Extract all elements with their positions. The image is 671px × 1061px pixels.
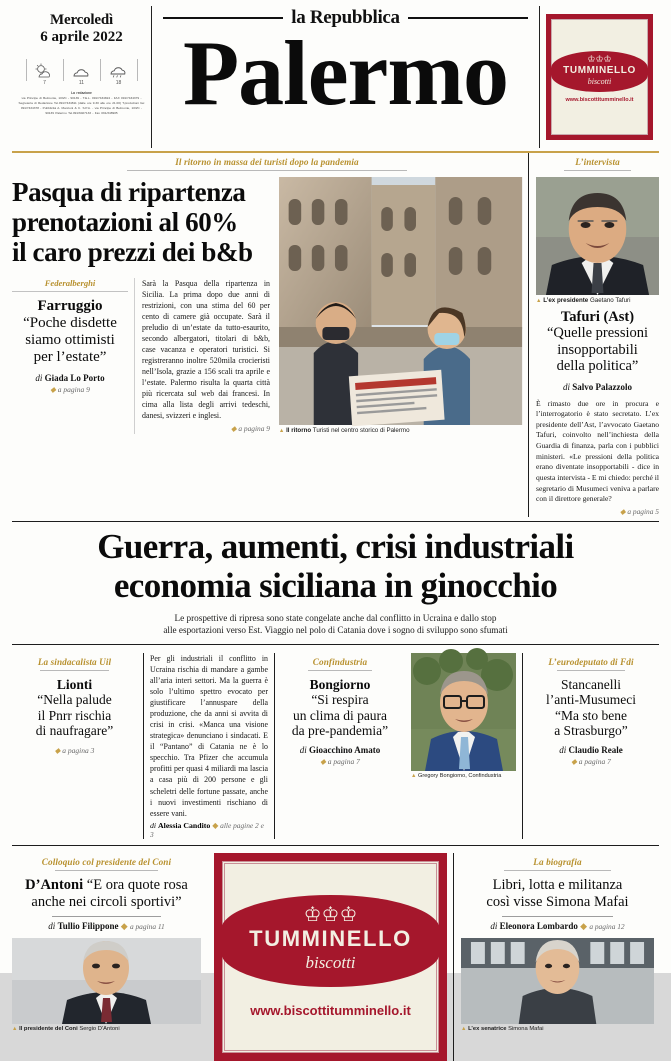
stancanelli-line-1: Stancanelli (561, 676, 621, 692)
kicker-rule (308, 670, 373, 671)
top-story[interactable] (12, 153, 528, 517)
crown-icon: ♔♔♔ (303, 904, 358, 927)
section-divider-3 (12, 845, 659, 846)
interview-headline-line-1: Tafuri (Ast) (560, 309, 635, 325)
weather-cell-1 (32, 63, 58, 86)
byline-author[interactable]: Claudio Reale (568, 745, 623, 756)
weather-cell-2 (69, 63, 95, 86)
caption-marker-icon: ▲ (411, 772, 417, 779)
bongiorno-photo (411, 653, 516, 771)
lionti-box[interactable] (12, 653, 143, 839)
rule-left (163, 17, 283, 19)
interview-section[interactable] (528, 153, 659, 517)
page-ref-bullet: ◆ (54, 746, 61, 756)
federalberghi-box[interactable] (12, 278, 134, 434)
stancanelli-headline[interactable] (529, 677, 653, 739)
lionti-line-3: di naufragare” (35, 722, 114, 738)
lionti-line-2: il Pnrr rischia (37, 707, 112, 723)
bongiorno-kicker: Confindustria (312, 656, 368, 667)
masthead-weekday: Mercoledì (50, 12, 113, 28)
mafai-kicker: La biografia (533, 856, 582, 867)
page-ref-text: a pagina 7 (578, 757, 611, 767)
byline-author[interactable]: Salvo Palazzolo (572, 381, 632, 392)
quote-line-3: per l’estate” (33, 348, 107, 365)
colophon-text: via Principe di Belmonte, 103/C - 90139 - T.E.L. 091/7434824 - FAX 091/7434379 - Segreteria di Redazione Tel.091/7434811 (dalle ore 9.30 alle ore 21.00) T.produzioni fax 091/7434378 - Pubblicità A. Manzoni & C. S.P.A. - via Principe di Belmonte, 103/C - 90139 Palermo Tel.091/6027133 - Fax 091/348905 (18, 95, 145, 115)
top-story-kicker: Il ritorno in massa dei turisti dopo la pandemia (175, 157, 359, 167)
page-ref-bullet: ◆ (619, 506, 626, 516)
byline-author[interactable]: Gioacchino Amato (309, 745, 381, 756)
dantoni-name: D’Antoni (25, 876, 84, 893)
weather-divider (26, 59, 27, 81)
tumminello-brand: TUMMINELLO (563, 65, 636, 76)
bongiorno-photo-column (405, 653, 522, 839)
caption-marker-icon: ▲ (461, 1026, 467, 1033)
mafai-line-2: così visse Simona Mafai (486, 893, 629, 910)
big-subhead-line-1: Le prospettive di ripresa sono state congelate anche dal conflitto in Ucraina e dallo stop (174, 613, 497, 624)
byline-prefix: di (559, 745, 567, 756)
bottom-section (0, 853, 671, 1061)
page-ref-bullet: ◆ (571, 757, 577, 767)
top-story-body-page-ref[interactable] (142, 424, 270, 434)
caption-text: Turisti nel centro storico di Palermo (312, 427, 410, 434)
page-ref-text: a pagina 9 (238, 423, 270, 433)
caption-label: Gregory Bongiorno, (418, 772, 467, 779)
kicker-rule (127, 170, 408, 171)
weather-temp-1: 7 (43, 79, 46, 86)
big-story-headline[interactable] (12, 528, 659, 605)
byline-prefix: di (150, 820, 157, 830)
weather-divider (137, 59, 138, 81)
page-ref-text: a pagina 7 (327, 757, 360, 767)
sun-cloud-icon (33, 63, 57, 81)
mafai-story[interactable] (453, 853, 654, 1061)
interview-headline[interactable] (536, 309, 659, 375)
caption-marker-icon: ▲ (12, 1026, 18, 1033)
top-section (12, 153, 659, 517)
page-ref-bullet: ◆ (320, 757, 326, 767)
industry-page-ref[interactable]: alle pagine 2 e 3 (150, 820, 264, 839)
tumminello-ad-small[interactable] (546, 14, 653, 140)
masthead-title-block (152, 6, 539, 148)
lionti-kicker: La sindacalista Uil (37, 656, 112, 667)
interview-page-ref[interactable] (536, 507, 659, 517)
interview-photo (536, 177, 659, 295)
dantoni-headline[interactable] (12, 877, 201, 911)
mafai-portrait-art (461, 938, 654, 1024)
tumminello-badge (551, 51, 648, 92)
section-divider-2 (12, 644, 659, 645)
dantoni-photo-caption (12, 1024, 201, 1032)
byline-author[interactable]: Giada Lo Porto (44, 373, 105, 384)
mafai-page-ref[interactable]: a pagina 12 (589, 922, 625, 932)
dantoni-page-ref[interactable]: a pagina 11 (129, 922, 165, 932)
section-divider-1 (12, 521, 659, 522)
bongiorno-portrait-art (411, 653, 516, 771)
interview-photo-caption (536, 295, 659, 304)
mafai-line-1: Libri, lotta e militanza (492, 876, 623, 893)
byline-prefix: di (35, 373, 43, 384)
top-story-body-text: Sarà la Pasqua della ripartenza in Sicilia. La prima dopo due anni di restrizioni, con una stima del 60 per cento di camere già occupate. Sarà il preludio di un’estate da tutto-esaurito, secondo albergatori, titolari di b&b, case vacanza e operatori turistici. Si registreranno inoltre 520mila crocieristi nell’Isola, grazie a 156 scali tra aprile e l’estate. Palermo risulta la quarta città più ricercata sul web dai francesi. In cima alla lista degli arrivi tedeschi, danesi, svizzeri e inglesi. (142, 278, 270, 421)
mafai-photo-caption (461, 1024, 654, 1032)
quote-line-1: “Poche disdette (23, 314, 117, 331)
tumminello-ad-large-frame (222, 861, 439, 1053)
industry-body (150, 653, 268, 819)
tumminello-brand: TUMMINELLO (249, 926, 412, 952)
bongiorno-photo-caption (411, 771, 516, 779)
big-headline-line-1: Guerra, aumenti, crisi industriali (97, 527, 574, 567)
rule-right (408, 17, 528, 19)
caption-label: Il ritorno (286, 427, 312, 434)
masthead-info-box (12, 6, 152, 148)
kicker-rule (40, 670, 109, 671)
dantoni-kicker: Colloquio col presidente del Coni (41, 856, 172, 867)
cloud-icon (70, 63, 94, 81)
dantoni-photo (12, 938, 201, 1024)
tumminello-tagline: biscotti (305, 953, 356, 973)
kicker-rule (55, 870, 159, 871)
stancanelli-line-2: l’anti-Musumeci (546, 692, 636, 708)
kicker-rule (504, 870, 610, 871)
weather-divider (100, 59, 101, 81)
weather-temp-2: 11 (78, 79, 85, 86)
bongiorno-page-ref[interactable] (281, 757, 399, 766)
bottom-ad-slot[interactable] (208, 853, 453, 1061)
tumminello-tagline: biscotti (587, 77, 612, 86)
byline-prefix: di (48, 921, 56, 932)
mafai-byline (461, 921, 654, 932)
top-story-body-column (134, 278, 270, 434)
interview-headline-line-2: “Quelle pressioni (546, 325, 649, 342)
quote-name: Farruggio (37, 297, 103, 314)
tumminello-ad-large-bg (214, 853, 447, 1061)
stancanelli-line-4: a Strasburgo” (554, 722, 628, 738)
stancanelli-byline (529, 745, 653, 755)
caption-label: L’ex presidente (543, 297, 589, 304)
edition-title: Palermo (182, 22, 509, 124)
top-story-photo-column (273, 177, 522, 434)
tumminello-url[interactable]: www.biscottitumminello.it (565, 97, 634, 103)
tumminello-url[interactable]: www.biscottitumminello.it (250, 1003, 411, 1019)
bongiorno-name: Bongiorno (309, 676, 371, 692)
page-ref-bullet: ◆ (50, 385, 56, 395)
industry-body-column (143, 653, 274, 839)
mafai-headline[interactable] (461, 877, 654, 911)
dantoni-portrait-art (12, 938, 201, 1024)
federalberghi-kicker: Federalberghi (44, 277, 96, 288)
caption-label: L’ex senatrice (468, 1026, 507, 1033)
top-story-photo-caption (279, 425, 522, 434)
byline-rule (52, 916, 162, 917)
dantoni-line-2: anche nei circoli sportivi” (31, 893, 182, 910)
federalberghi-byline (12, 373, 128, 383)
strip-section (0, 653, 671, 839)
stancanelli-line-3: “Ma sto bene (555, 707, 627, 723)
page-ref-text: a pagina 3 (62, 746, 95, 756)
interview-kicker: L’intervista (575, 157, 620, 167)
headline-line-1: Pasqua di ripartenza (12, 177, 246, 207)
lionti-page-ref[interactable] (12, 746, 137, 755)
caption-text: Simona Mafai (508, 1026, 544, 1033)
weather-strip (16, 51, 147, 86)
tumminello-ad-frame (551, 19, 648, 135)
network-title: la Repubblica (291, 7, 400, 28)
top-story-body (142, 278, 270, 434)
weather-divider (63, 59, 64, 81)
kicker-rule (564, 170, 632, 171)
byline-author[interactable]: Eleonora Lombardo (499, 921, 578, 932)
bongiorno-byline (281, 745, 399, 755)
headline-line-2: prenotazioni al 60% (12, 207, 238, 238)
interview-body (536, 399, 659, 518)
big-story-subhead (12, 612, 659, 637)
industry-body-text: Per gli industriali il conflitto in Ucraina rischia di mandare a gambe all’aria interi settori. Ma la guerra è solo l’ultimo spettro evocato per giustificare l’annuspare della produzione, che da anni si avvita di crisi in crisi. «Manca una visione strategica» denunciano i sindacati. E il “Pantano” di Catania ne è lo specchio. Tra Pfizer che accumula profitti per quasi 4 miliardi ma lascia a casa più di 200 persone e gli scheletri delle fortune passate, anche i nuovi investimenti rischiano di essere vani. (150, 653, 268, 818)
sub-rule (12, 291, 128, 292)
tafuri-portrait-art (536, 177, 659, 295)
byline-prefix: di (490, 921, 498, 932)
interview-headline-line-3: insopportabili (557, 341, 638, 358)
interview-body-text: È rimasto due ore in procura e l’interrogatorio è stato secretato. L’ex presidente dell’Ast, l’avvocato Gaetano Tafuri, coinvolto nell’inchiesta della Guardia di finanza, parla con i pubblici ministeri. «Le pressioni della politica erano diventate insopportabili - dice in questa intervista - E mi chiedo: perché il segretario di Musumeci veniva a parlare con il direttore generale? (536, 398, 659, 504)
headline-line-3: il caro prezzi dei b&b (12, 237, 253, 268)
lionti-name: Lionti (56, 676, 93, 692)
weather-temp-3: 18 (115, 79, 122, 86)
caption-text: Sergio D’Antoni (79, 1026, 120, 1033)
page-ref-bullet: ◆ (120, 921, 128, 932)
bongiorno-headline[interactable] (281, 677, 399, 739)
mafai-photo (461, 938, 654, 1024)
stancanelli-box[interactable] (522, 653, 653, 839)
byline-prefix: di (299, 745, 307, 756)
bongiorno-line-3: da pre-pandemia” (291, 722, 389, 738)
caption-marker-icon: ▲ (536, 298, 542, 304)
byline-rule (502, 916, 614, 917)
top-section-wrapper (0, 153, 671, 517)
masthead-colophon (16, 91, 147, 116)
lionti-line-1: “Nella palude (37, 692, 112, 708)
crown-icon: ♔♔♔ (587, 54, 612, 64)
big-headline-line-2: economia siciliana in ginocchio (113, 565, 558, 605)
kicker-rule (557, 670, 625, 671)
federalberghi-headline[interactable] (12, 298, 128, 366)
caption-text: Confindustria (468, 772, 502, 779)
page-ref-bullet: ◆ (212, 820, 219, 830)
big-story[interactable] (0, 528, 671, 637)
top-story-headline[interactable] (12, 177, 270, 268)
quote-line-2: siamo ottimisti (25, 331, 115, 348)
lionti-headline[interactable] (12, 677, 137, 739)
federalberghi-page-ref[interactable] (12, 385, 128, 394)
interview-headline-line-4: della politica” (556, 358, 639, 375)
byline-prefix: di (562, 381, 570, 392)
tumminello-badge-large (221, 895, 440, 987)
stancanelli-kicker: L’eurodeputato di Fdi (548, 656, 634, 667)
bongiorno-line-2: un clima di paura (292, 707, 388, 723)
weather-cell-3 (106, 63, 132, 86)
caption-text: Gaetano Tafuri (589, 297, 631, 304)
caption-marker-icon: ▲ (278, 428, 285, 434)
caption-label: Il presidente del Coni (19, 1026, 78, 1033)
masthead (0, 0, 671, 148)
rain-cloud-icon (107, 63, 131, 81)
byline-author[interactable]: Alessia Candito (158, 820, 211, 830)
byline-author[interactable]: Tullio Filippone (57, 921, 119, 932)
dantoni-line-1: “E ora quote rosa (86, 876, 188, 893)
dantoni-byline (12, 921, 201, 932)
top-story-photo (279, 177, 522, 425)
bongiorno-box[interactable] (274, 653, 405, 839)
page-ref-bullet: ◆ (580, 921, 588, 932)
stancanelli-page-ref[interactable] (529, 757, 653, 766)
masthead-ad-slot[interactable] (539, 6, 659, 148)
page-ref-text: a pagina 9 (57, 385, 90, 395)
industry-byline (150, 821, 268, 839)
masthead-date: 6 aprile 2022 (40, 28, 123, 45)
colophon-title: La redazione (71, 90, 92, 95)
big-subhead-line-2: alle esportazioni verso Est. Viaggio nel polo di Catania dove i sogno di sviluppo sono sfumati (163, 625, 508, 636)
dantoni-story[interactable] (12, 853, 208, 1061)
page-ref-text: a pagina 5 (627, 506, 659, 516)
tumminello-ad-large[interactable] (214, 853, 447, 1061)
interview-byline (536, 382, 659, 392)
top-story-columns (12, 278, 273, 434)
dantoni-headline-row-1 (12, 877, 201, 894)
page-ref-bullet: ◆ (230, 423, 237, 433)
bongiorno-line-1: “Si respira (311, 692, 369, 708)
tourists-photo-art (279, 177, 522, 425)
